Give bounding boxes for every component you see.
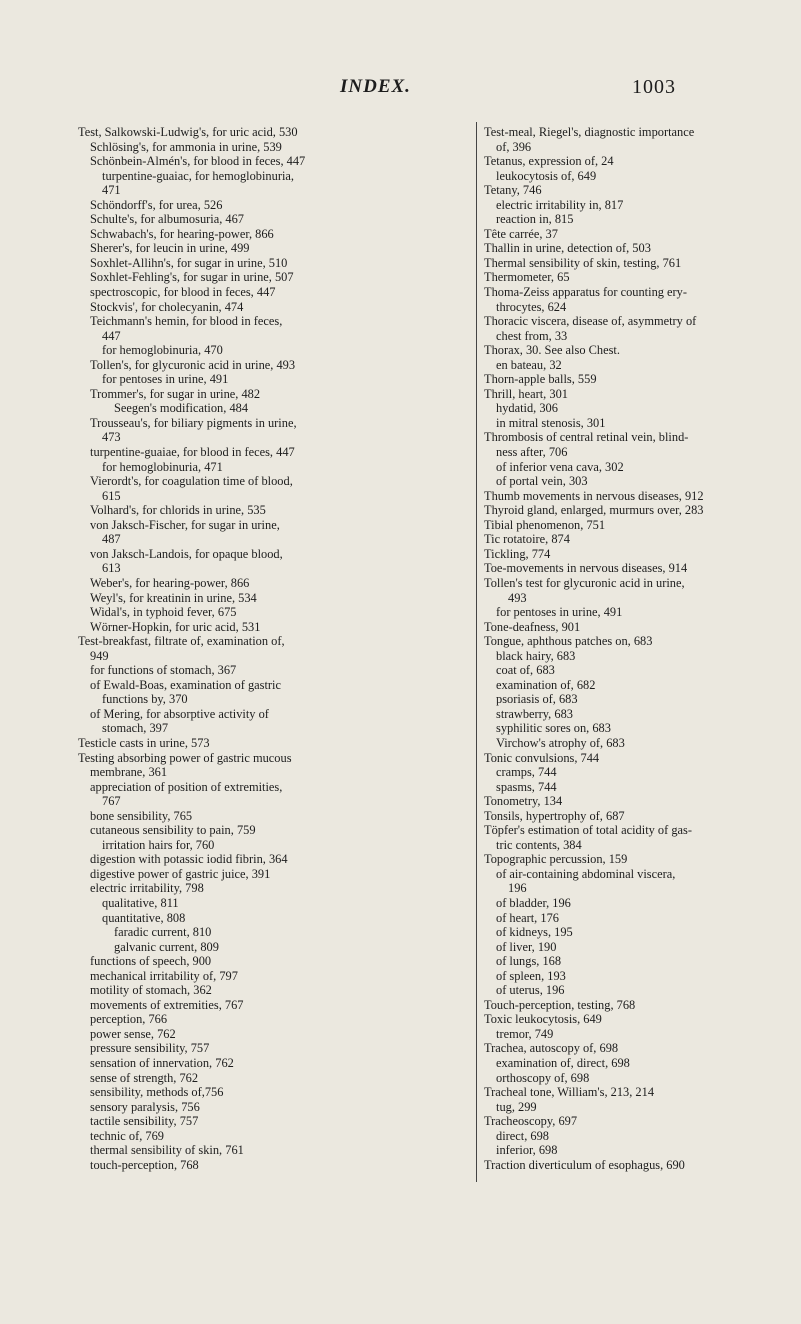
index-entry: Weber's, for hearing-power, 866 bbox=[90, 575, 250, 590]
index-entry: Töpfer's estimation of total acidity of gas- bbox=[484, 823, 692, 838]
page-header bbox=[0, 76, 801, 100]
index-entry: Thrombosis of central retinal vein, blind- bbox=[484, 430, 689, 445]
index-entry: Tollen's, for glycuronic acid in urine, 493 bbox=[90, 357, 296, 372]
index-entry: tactile sensibility, 757 bbox=[90, 1114, 199, 1129]
index-entry: von Jaksch-Fischer, for sugar in urine, bbox=[90, 517, 280, 532]
index-entry: Vierordt's, for coagulation time of blood, bbox=[90, 474, 293, 489]
index-entry: Testing absorbing power of gastric mucous bbox=[78, 750, 292, 765]
index-entry: functions of speech, 900 bbox=[90, 954, 212, 969]
index-entry: Thumb movements in nervous diseases, 912 bbox=[484, 488, 704, 503]
index-entry: Toxic leukocytosis, 649 bbox=[484, 1012, 602, 1027]
index-entry: 196 bbox=[508, 881, 527, 896]
index-entry: spasms, 744 bbox=[496, 779, 557, 794]
index-entry: of uterus, 196 bbox=[496, 983, 565, 998]
index-entry: appreciation of position of extremities, bbox=[90, 779, 283, 794]
index-entry: of lungs, 168 bbox=[496, 954, 562, 969]
index-column-left bbox=[78, 125, 474, 1172]
index-entry: Schöndorff's, for urea, 526 bbox=[90, 197, 223, 212]
index-entry: thermal sensibility of skin, 761 bbox=[90, 1143, 244, 1158]
index-entry: Thyroid gland, enlarged, murmurs over, 283 bbox=[484, 503, 704, 518]
index-entry: tric contents, 384 bbox=[496, 837, 582, 852]
index-entry: electric irritability, 798 bbox=[90, 881, 204, 896]
index-entry: Tibial phenomenon, 751 bbox=[484, 517, 606, 532]
index-entry: of Ewald-Boas, examination of gastric bbox=[90, 677, 281, 692]
index-entry: motility of stomach, 362 bbox=[90, 983, 212, 998]
index-entry: examination of, direct, 698 bbox=[496, 1056, 630, 1070]
index-entry: Topographic percussion, 159 bbox=[484, 852, 628, 867]
index-entry: Traction diverticulum of esophagus, 690 bbox=[484, 1157, 685, 1172]
index-entry: membrane, 361 bbox=[90, 765, 168, 780]
index-entry: syphilitic sores on, 683 bbox=[496, 721, 611, 736]
index-entry: Tone-deafness, 901 bbox=[484, 619, 581, 634]
index-entry: Schulte's, for albumosuria, 467 bbox=[90, 212, 244, 227]
index-entry: power sense, 762 bbox=[90, 1026, 176, 1041]
index-entry: leukocytosis of, 649 bbox=[496, 168, 597, 183]
index-entry: for pentoses in urine, 491 bbox=[496, 605, 623, 620]
index-entry: Thorax, 30. See also Chest. bbox=[484, 343, 620, 358]
index-entry: turpentine-guaiac, for hemoglobinuria, bbox=[102, 168, 294, 183]
index-entry: of spleen, 193 bbox=[496, 968, 566, 983]
index-entry: Stockvis', for cholecyanin, 474 bbox=[90, 299, 244, 314]
index-entry: tug, 299 bbox=[496, 1099, 537, 1114]
index-entry: Tête carrée, 37 bbox=[484, 226, 558, 241]
index-entry: galvanic current, 809 bbox=[114, 939, 219, 954]
index-entry: Thoracic viscera, disease of, asymmetry of bbox=[484, 314, 697, 329]
index-entry: Tollen's test for glycuronic acid in urine, bbox=[484, 575, 685, 590]
index-entry: Wörner-Hopkin, for uric acid, 531 bbox=[90, 619, 261, 634]
index-entry: Thorn-apple balls, 559 bbox=[484, 372, 597, 387]
index-entry: Schwabach's, for hearing-power, 866 bbox=[90, 226, 274, 241]
index-entry: direct, 698 bbox=[496, 1128, 549, 1143]
index-entry: of portal vein, 303 bbox=[496, 474, 588, 489]
index-entry: Trousseau's, for biliary pigments in urine, bbox=[90, 415, 297, 430]
index-entry: orthoscopy of, 698 bbox=[496, 1070, 590, 1085]
index-entry: Weyl's, for kreatinin in urine, 534 bbox=[90, 590, 257, 605]
index-entry: 471 bbox=[102, 183, 121, 198]
index-entry: Tetanus, expression of, 24 bbox=[484, 154, 614, 169]
index-entry: 487 bbox=[102, 532, 121, 547]
index-entry: Test-meal, Riegel's, diagnostic importance bbox=[484, 125, 695, 139]
index-entry: pressure sensibility, 757 bbox=[90, 1041, 210, 1056]
index-entry: for pentoses in urine, 491 bbox=[102, 372, 229, 387]
index-entry: 613 bbox=[102, 561, 121, 576]
index-entry: of kidneys, 195 bbox=[496, 925, 573, 940]
index-entry: 767 bbox=[102, 794, 121, 809]
index-entry: Thallin in urine, detection of, 503 bbox=[484, 241, 651, 256]
index-entry: throcytes, 624 bbox=[496, 299, 567, 314]
index-entry: strawberry, 683 bbox=[496, 706, 573, 721]
index-entry: of air-containing abdominal viscera, bbox=[496, 866, 676, 881]
index-entry: Schlösing's, for ammonia in urine, 539 bbox=[90, 139, 282, 154]
index-entry: Thermometer, 65 bbox=[484, 270, 570, 285]
index-entry: for hemoglobinuria, 470 bbox=[102, 343, 223, 358]
index-entry: Tetany, 746 bbox=[484, 183, 542, 198]
index-entry: stomach, 397 bbox=[102, 721, 169, 736]
index-entry: Trommer's, for sugar in urine, 482 bbox=[90, 386, 261, 401]
index-entry: ness after, 706 bbox=[496, 445, 568, 460]
index-entry: Tonic convulsions, 744 bbox=[484, 750, 600, 765]
index-entry: 493 bbox=[508, 590, 527, 605]
index-entry: von Jaksch-Landois, for opaque blood, bbox=[90, 546, 283, 561]
index-entry: electric irritability in, 817 bbox=[496, 197, 624, 212]
index-entry: Tonometry, 134 bbox=[484, 794, 563, 809]
index-entry: coat of, 683 bbox=[496, 663, 555, 678]
index-entry: Tracheoscopy, 697 bbox=[484, 1114, 578, 1129]
index-entry: bone sensibility, 765 bbox=[90, 808, 193, 823]
index-entry: Widal's, in typhoid fever, 675 bbox=[90, 605, 237, 620]
index-entry: Test, Salkowski-Ludwig's, for uric acid, 530 bbox=[78, 125, 298, 139]
index-entry: cramps, 744 bbox=[496, 765, 557, 780]
index-entry: Toe-movements in nervous diseases, 914 bbox=[484, 561, 688, 576]
column-divider bbox=[476, 122, 477, 1182]
index-entry: digestion with potassic iodid fibrin, 364 bbox=[90, 852, 288, 867]
index-entry: Thermal sensibility of skin, testing, 761 bbox=[484, 255, 682, 270]
index-entry: Thoma-Zeiss apparatus for counting ery- bbox=[484, 285, 687, 300]
index-entry: Tracheal tone, William's, 213, 214 bbox=[484, 1085, 655, 1100]
index-entry: 447 bbox=[102, 328, 121, 343]
index-entry: touch-perception, 768 bbox=[90, 1157, 199, 1172]
index-entry: functions by, 370 bbox=[102, 692, 188, 707]
index-entry: chest from, 33 bbox=[496, 328, 568, 343]
index-entry: sensibility, methods of,756 bbox=[90, 1085, 224, 1100]
index-entry: in mitral stenosis, 301 bbox=[496, 415, 606, 430]
index-entry: Volhard's, for chlorids in urine, 535 bbox=[90, 503, 266, 518]
index-entry: 473 bbox=[102, 430, 121, 445]
index-entry: Tongue, aphthous patches on, 683 bbox=[484, 634, 653, 649]
index-entry: Touch-perception, testing, 768 bbox=[484, 997, 636, 1012]
index-entry: Test-breakfast, filtrate of, examination of, bbox=[78, 634, 285, 649]
index-entry: faradic current, 810 bbox=[114, 925, 212, 940]
index-entry: qualitative, 811 bbox=[102, 895, 179, 910]
index-entry: of Mering, for absorptive activity of bbox=[90, 706, 269, 721]
index-entry: for hemoglobinuria, 471 bbox=[102, 459, 223, 474]
index-entry: turpentine-guaiae, for blood in feces, 447 bbox=[90, 445, 295, 460]
index-entry: sense of strength, 762 bbox=[90, 1070, 199, 1085]
index-entry: Soxhlet-Allihn's, for sugar in urine, 510 bbox=[90, 255, 288, 270]
index-entry: inferior, 698 bbox=[496, 1143, 558, 1158]
index-entry: mechanical irritability of, 797 bbox=[90, 968, 238, 983]
index-entry: of bladder, 196 bbox=[496, 895, 571, 910]
index-entry: movements of extremities, 767 bbox=[90, 997, 244, 1012]
index-entry: 949 bbox=[90, 648, 109, 663]
index-entry: psoriasis of, 683 bbox=[496, 692, 578, 707]
running-title: INDEX. bbox=[340, 76, 411, 97]
index-entry: reaction in, 815 bbox=[496, 212, 574, 227]
index-entry: Testicle casts in urine, 573 bbox=[78, 735, 210, 750]
page-number: 1003 bbox=[632, 76, 676, 98]
index-entry: hydatid, 306 bbox=[496, 401, 558, 416]
index-entry: digestive power of gastric juice, 391 bbox=[90, 866, 271, 881]
index-entry: of liver, 190 bbox=[496, 939, 557, 954]
index-entry: en bateau, 32 bbox=[496, 357, 562, 372]
index-entry: cutaneous sensibility to pain, 759 bbox=[90, 823, 256, 838]
index-entry: quantitative, 808 bbox=[102, 910, 186, 925]
index-entry: 615 bbox=[102, 488, 121, 503]
index-entry: of heart, 176 bbox=[496, 910, 559, 925]
index-entry: sensory paralysis, 756 bbox=[90, 1099, 200, 1114]
index-entry: black hairy, 683 bbox=[496, 648, 576, 663]
index-entry: perception, 766 bbox=[90, 1012, 168, 1027]
index-entry: for functions of stomach, 367 bbox=[90, 663, 237, 678]
index-entry: examination of, 682 bbox=[496, 677, 596, 692]
index-entry: irritation hairs for, 760 bbox=[102, 837, 215, 852]
index-column-right bbox=[484, 125, 774, 1172]
index-entry: Virchow's atrophy of, 683 bbox=[496, 735, 625, 750]
index-entry: Trachea, autoscopy of, 698 bbox=[484, 1041, 619, 1056]
index-entry: Tickling, 774 bbox=[484, 546, 551, 561]
index-entry: Sherer's, for leucin in urine, 499 bbox=[90, 241, 250, 256]
index-entry: Teichmann's hemin, for blood in feces, bbox=[90, 314, 283, 329]
index-entry: tremor, 749 bbox=[496, 1026, 554, 1041]
index-entry: Seegen's modification, 484 bbox=[114, 401, 249, 416]
index-entry: Tic rotatoire, 874 bbox=[484, 532, 570, 547]
index-entry: of inferior vena cava, 302 bbox=[496, 459, 624, 474]
index-entry: sensation of innervation, 762 bbox=[90, 1056, 234, 1070]
index-entry: technic of, 769 bbox=[90, 1128, 164, 1143]
index-entry: Soxhlet-Fehling's, for sugar in urine, 507 bbox=[90, 270, 294, 285]
index-entry: of, 396 bbox=[496, 139, 532, 154]
index-entry: Tonsils, hypertrophy of, 687 bbox=[484, 808, 625, 823]
index-entry: spectroscopic, for blood in feces, 447 bbox=[90, 285, 276, 300]
index-entry: Thrill, heart, 301 bbox=[484, 386, 568, 401]
index-entry: Schönbein-Almén's, for blood in feces, 447 bbox=[90, 154, 306, 169]
